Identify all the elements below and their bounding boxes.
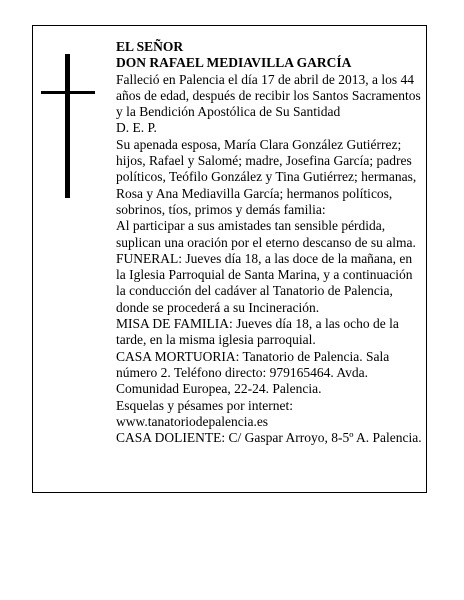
family-mass-info: MISA DE FAMILIA: Jueves día 18, a las ocho de la tarde, en la misma iglesia parroquial. (116, 316, 399, 348)
notice-text (116, 39, 424, 446)
death-announcement: Falleció en Palencia el día 17 de abril de 2013, a los 44 años de edad, después de recibir los Santos Sacramentos y la Bendición Apostólica de Su Santidad (116, 71, 421, 120)
internet-condolences-label: Esquelas y pésames por internet: (116, 397, 293, 413)
prayer-request: Al participar a sus amistades tan sensible pérdida, suplican una oración por el eterno descanso de su alma. (116, 218, 416, 250)
title-line-1: EL SEÑOR (116, 39, 184, 54)
website-link: www.tanatoriodepalencia.es (116, 413, 269, 429)
rip-line: D. E. P. (116, 120, 157, 136)
cross-vertical-bar (65, 54, 70, 198)
obituary-notice (32, 25, 427, 493)
deceased-name: DON RAFAEL MEDIAVILLA GARCÍA (116, 55, 352, 71)
cross-horizontal-bar (41, 91, 95, 94)
family-home-info: CASA DOLIENTE: C/ Gaspar Arroyo, 8-5º A. Palencia. (116, 430, 422, 446)
mortuary-info: CASA MORTUORIA: Tanatorio de Palencia. Sala número 2. Teléfono directo: 979165464. Avda. Comunidad Europea, 22-24. Palencia. (116, 348, 390, 397)
family-list: Su apenada esposa, María Clara González Gutiérrez; hijos, Rafael y Salomé; madre, Josefina García; padres políticos, Teófilo González y Tina Gutiérrez; hermanas, Rosa y Ana Mediavilla García; hermanos políticos, sobrinos, tíos, primos y demás familia: (116, 136, 417, 217)
funeral-info: FUNERAL: Jueves día 18, a las doce de la mañana, en la Iglesia Parroquial de Santa Marina, y a continuación la conducción del cadáver al Tanatorio de Palencia, donde se procederá a su Incineración. (116, 250, 413, 315)
